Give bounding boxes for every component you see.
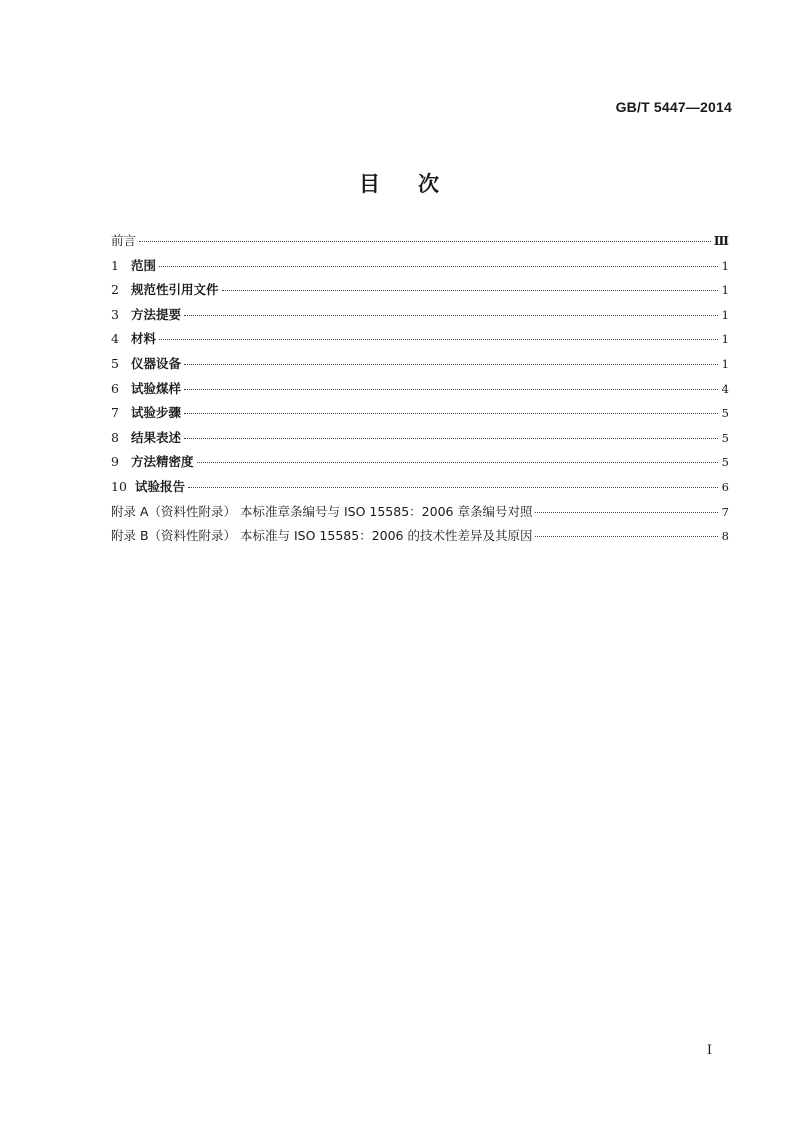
toc-entry-7[interactable] — [111, 403, 729, 428]
toc-leader-dots — [184, 315, 718, 316]
toc-entry-label: 方法精密度 — [131, 454, 194, 470]
toc-entry-number: 8 — [111, 429, 119, 445]
toc-leader-dots — [184, 413, 718, 414]
toc-entry-appendix-a[interactable] — [111, 502, 729, 527]
toc-entry-number: 3 — [111, 306, 119, 322]
toc-entry-appendix-b[interactable] — [111, 526, 729, 551]
toc-leader-dots — [139, 241, 711, 242]
toc-entry-label: 试验报告 — [135, 478, 186, 494]
toc-entry-number: 6 — [111, 380, 119, 396]
toc-page-number: 4 — [721, 381, 729, 396]
toc-entry-label: 结果表述 — [131, 429, 182, 445]
page-title: 目次 — [359, 172, 477, 196]
toc-page-number: 8 — [721, 529, 729, 544]
toc-leader-dots — [184, 364, 718, 365]
toc-leader-dots — [197, 462, 718, 463]
toc-entry-label: 试验步骤 — [131, 405, 182, 421]
toc-entry-label: 方法提要 — [131, 306, 182, 322]
toc-page-number: 6 — [721, 479, 729, 494]
page-number: I — [706, 1043, 712, 1058]
toc-leader-dots — [184, 438, 718, 439]
toc-entry-3[interactable] — [111, 305, 729, 330]
toc-leader-dots — [184, 389, 718, 390]
toc-entry-label: 规范性引用文件 — [131, 282, 219, 298]
toc-leader-dots — [535, 536, 718, 537]
toc-leader-dots — [188, 487, 718, 488]
toc-page-number: 5 — [721, 455, 729, 470]
toc-entry-number: 7 — [111, 405, 119, 421]
toc-leader-dots — [222, 290, 718, 291]
toc-page-number: 1 — [721, 258, 729, 273]
toc-entry-label: 附录 A（资料性附录） 本标准章条编号与 ISO 15585：2006 章条编号对照 — [111, 503, 533, 519]
toc-page-number: 1 — [721, 307, 729, 322]
toc-entry-label: 仪器设备 — [131, 355, 182, 371]
toc-page-number: 7 — [721, 504, 729, 519]
toc-entry-number: 1 — [111, 257, 119, 273]
toc-entry-9[interactable] — [111, 452, 729, 477]
toc-entry-10[interactable] — [111, 477, 729, 502]
toc-leader-dots — [159, 339, 718, 340]
toc-entry-number: 10 — [111, 478, 127, 494]
table-of-contents — [111, 231, 729, 551]
toc-entry-6[interactable] — [111, 379, 729, 404]
toc-leader-dots — [535, 512, 718, 513]
toc-page-number: 5 — [721, 430, 729, 445]
toc-page-number: Ⅲ — [713, 233, 729, 248]
toc-entry-4[interactable] — [111, 329, 729, 354]
toc-entry-5[interactable] — [111, 354, 729, 379]
toc-entry-label: 材料 — [131, 331, 157, 347]
toc-entry-1[interactable] — [111, 256, 729, 281]
toc-entry-number: 9 — [111, 454, 119, 470]
toc-entry-number: 5 — [111, 355, 119, 371]
toc-entry-label: 范围 — [131, 257, 157, 273]
toc-leader-dots — [159, 266, 718, 267]
toc-entry-label: 附录 B（资料性附录） 本标准与 ISO 15585：2006 的技术性差异及其原因 — [111, 528, 533, 544]
toc-entry-label: 前言 — [111, 233, 137, 248]
toc-page-number: 1 — [721, 283, 729, 298]
toc-entry-number: 4 — [111, 331, 119, 347]
toc-page-number: 1 — [721, 332, 729, 347]
toc-page-number: 5 — [721, 406, 729, 421]
toc-page-number: 1 — [721, 356, 729, 371]
toc-entry-label: 试验煤样 — [131, 380, 182, 396]
toc-entry-foreword[interactable] — [111, 231, 729, 256]
standard-code: GB/T 5447—2014 — [615, 99, 732, 115]
toc-entry-2[interactable] — [111, 280, 729, 305]
toc-entry-8[interactable] — [111, 428, 729, 453]
toc-entry-number: 2 — [111, 282, 119, 298]
